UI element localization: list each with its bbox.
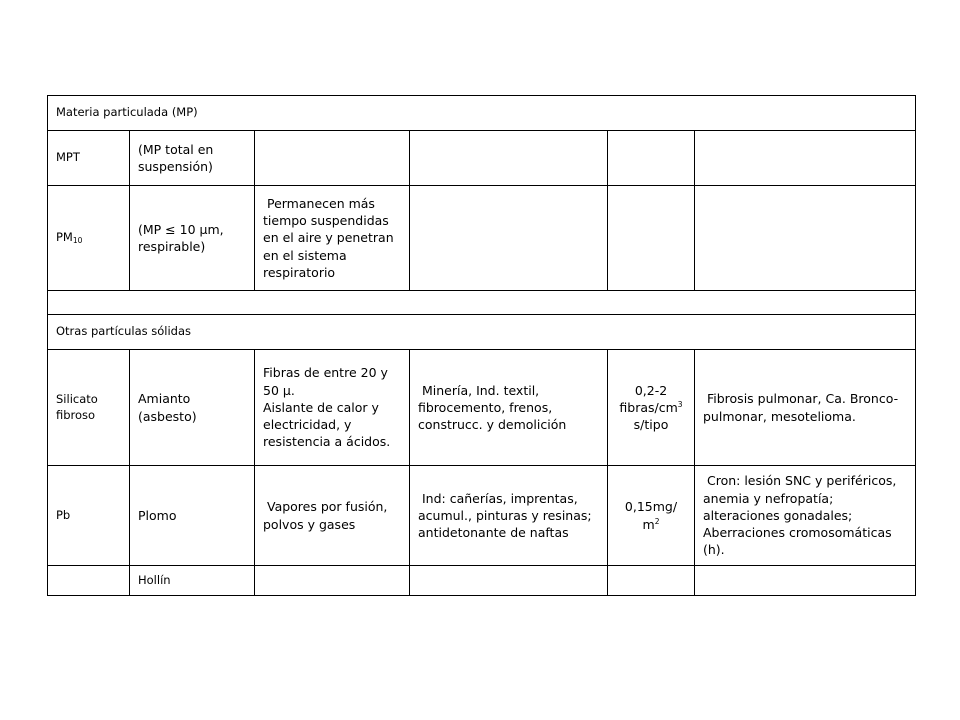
section-title-otras: Otras partículas sólidas: [48, 315, 916, 350]
cell-description-pm10: [255, 186, 410, 291]
empty-separator-row: [48, 291, 916, 315]
cell-name-hollin: Hollín: [130, 566, 255, 596]
cell-limit-mpt: [608, 131, 695, 186]
section-title-mp: Materia particulada (MP): [48, 96, 916, 131]
table-row-silicato: [48, 350, 916, 466]
cell-effects-silicato: [695, 350, 916, 466]
cell-effects-mpt: [695, 131, 916, 186]
section-row-mp: [48, 96, 916, 131]
plomo-effects: Cron: lesión SNC y periféricos, anemia y nefropatía; alteraciones gonadales; Aberraciones cromosomáticas (h).: [703, 473, 897, 558]
particulate-matter-table: [47, 95, 916, 596]
cell-name-plomo: Plomo: [130, 466, 255, 566]
table-row-plomo: [48, 466, 916, 566]
cell-description-mpt: [255, 131, 410, 186]
silicato-sources: Minería, Ind. textil, fibrocemento, frenos, construcc. y demolición: [418, 382, 567, 433]
silicato-limit-part2: s/tipo: [633, 417, 669, 433]
cell-effects-pm10: [695, 186, 916, 291]
cell-sources-pm10: [410, 186, 608, 291]
cell-limit-silicato: [608, 350, 695, 466]
cell-code-pm10: [48, 186, 130, 291]
cell-effects-plomo: [695, 466, 916, 566]
cell-name-silicato: Amianto (asbesto): [130, 350, 255, 466]
cell-description-silicato: [255, 350, 410, 466]
cell-sources-mpt: [410, 131, 608, 186]
cell-code-mpt: MPT: [48, 131, 130, 186]
table-row-mpt: [48, 131, 916, 186]
table-row-hollin: [48, 566, 916, 596]
pm10-description: Permanecen más tiempo suspendidas en el aire y penetran en el sistema respiratorio: [263, 195, 394, 280]
silicato-description-line1: Fibras de entre 20 y 50 μ.: [263, 365, 388, 398]
silicato-limit-part1: 0,2-2 fibras/cm: [619, 382, 678, 415]
plomo-sources: Ind: cañerías, imprentas, acumul., pinturas y resinas; antidetonante de naftas: [418, 490, 592, 541]
cell-description-hollin: [255, 566, 410, 596]
silicato-description-line2: Aislante de calor y electricidad, y resistencia a ácidos.: [263, 399, 391, 450]
cell-code-hollin: [48, 566, 130, 596]
cell-name-mpt: (MP total en suspensión): [130, 131, 255, 186]
cell-code-silicato: Silicato fibroso: [48, 350, 130, 466]
cell-sources-hollin: [410, 566, 608, 596]
cell-effects-hollin: [695, 566, 916, 596]
plomo-limit-superscript: 2: [654, 516, 660, 526]
cell-description-plomo: [255, 466, 410, 566]
section-row-otras: [48, 315, 916, 350]
cell-limit-pm10: [608, 186, 695, 291]
cell-sources-silicato: [410, 350, 608, 466]
cell-name-pm10: (MP ≤ 10 μm, respirable): [130, 186, 255, 291]
table-row-pm10: [48, 186, 916, 291]
cell-limit-hollin: [608, 566, 695, 596]
plomo-description: Vapores por fusión, polvos y gases: [263, 499, 388, 532]
empty-separator-cell: [48, 291, 916, 315]
cell-limit-plomo: [608, 466, 695, 566]
pm-code-subscript: 10: [72, 236, 83, 246]
cell-sources-plomo: [410, 466, 608, 566]
silicato-limit-superscript: 3: [677, 399, 683, 409]
cell-code-plomo: Pb: [48, 466, 130, 566]
silicato-effects: Fibrosis pulmonar, Ca. Bronco-pulmonar, mesotelioma.: [703, 391, 899, 424]
plomo-limit-base: 0,15mg/ m: [624, 499, 678, 532]
pm-code-base: PM: [56, 230, 73, 245]
